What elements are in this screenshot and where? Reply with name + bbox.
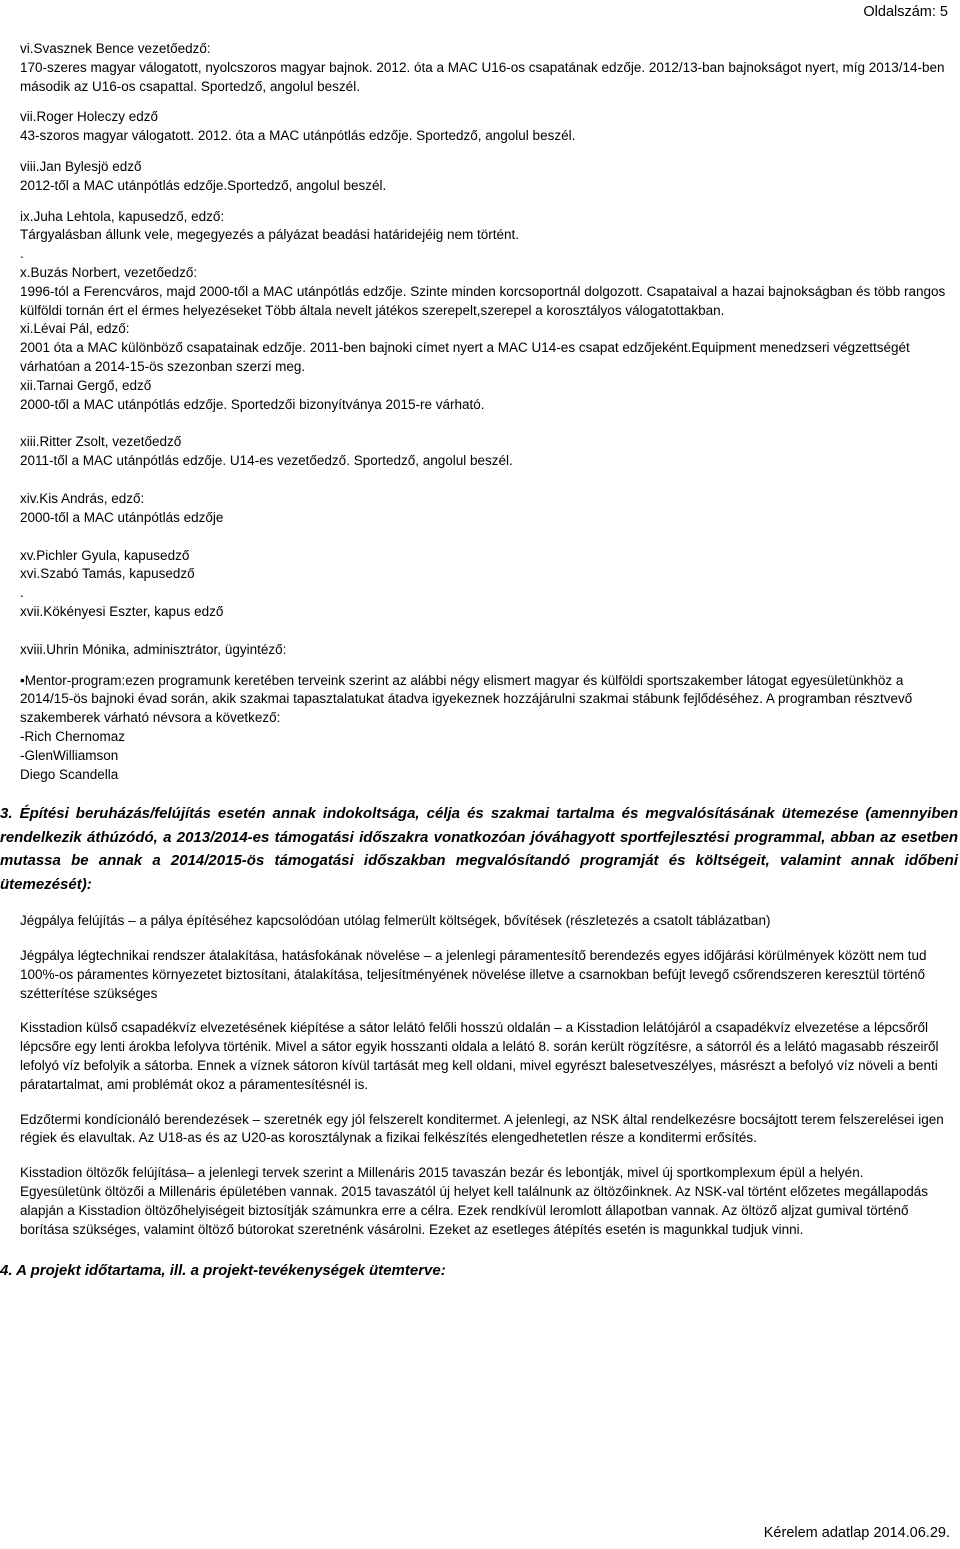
staff-xvi-title: xvi.Szabó Tamás, kapusedző [20,566,195,582]
section-3-paragraph: Jégpálya felújítás – a pálya építéséhez kapcsolódóan utólag felmerült költségek, bővítések (részletezés a csatolt táblázatban) [20,913,771,929]
staff-ix-text: Tárgyalásban állunk vele, megegyezés a pályázat beadási határidejéig nem történt. [20,227,520,243]
section-3-heading: 3. Építési beruházás/felújítás esetén annak indokoltsága, célja és szakmai tartalma és megvalósításának ütemezése (amennyiben rendelkezik áthúzódó, a 2013/2014-es támogatási időszakra vonatkozóan jóváhagyott sportfejlesztési programmal, abban az esetben mutassa be annak a 2014/2015-ös támogatási időszakban megvalósítandó programját és költségeit, valamint annak időbeni ütemezését): [0,805,958,893]
staff-xviii-title: xviii.Uhrin Mónika, adminisztrátor, ügyintéző: [20,641,287,657]
staff-xi-text: 2001 óta a MAC különböző csapatainak edzője. 2011-ben bajnoki címet nyert a MAC U14-es csapat edzőjeként.Equipment menedzseri végzettségét várhatóan a 2014-15-ös szezonban szerzi meg. [20,340,910,374]
staff-xiii-title: xiii.Ritter Zsolt, vezetőedző [20,434,182,450]
section-3-paragraph: Kisstadion külső csapadékvíz elvezetésének kiépítése a sátor lelátó felőli hosszú oldalán – a Kisstadion lelátójáról a csapadékvíz elvezetése a lépcsőről lépcsőre egy lenti árokba lefolyva történik. Mivel a sátor egyik hosszanti oldala a lelátó 8. során került rögzítésre, a sátorról és a lelátó magasabb részeiről lefolyó víz befolyik a sátorba. Ennek a víznek sátoron kívül tartását meg kell oldani, mivel egyrészt balesetveszélyes, másrészt a befolyó víz növeli a benti páratartalmat, ami problémát okoz a páramentesítésnél is. [20,1020,939,1092]
staff-xiv-title: xiv.Kis András, edző: [20,490,145,506]
section-3-paragraph: Edzőtermi kondícionáló berendezések – szeretnék egy jól felszerelt konditermet. A jelenlegi, az NSK által rendelkezésre bocsájtott terem felszerelései igen régiek és elavultak. Az U18-as és az U20-as korosztálynak a fizikai felkészítés elengedhetetlen része a konditermi erősítés. [20,1111,944,1146]
separator-dot: . [20,585,24,601]
staff-vi-title: vi.Svasznek Bence vezetőedző: [20,41,211,56]
staff-xi-title: xi.Lévai Pál, edző: [20,321,130,337]
staff-x-text: 1996-tól a Ferencváros, majd 2000-től a MAC utánpótlás edzője. Szinte minden korcsoportnál dolgozott. Csapataival a hazai bajnokságban és több rangos külföldi tornán ért el érmes helyezéseket Több általa nevelt játékos szerepelt,szerepel a korosztályos válogatottakban. [20,283,946,318]
page-number: Oldalszám: 5 [863,4,948,20]
document-body [0,40,958,1283]
staff-xv-title: xv.Pichler Gyula, kapusedző [20,547,190,563]
staff-xii-title: xii.Tarnai Gergő, edző [20,377,152,393]
footer-date: Kérelem adatlap 2014.06.29. [763,1525,950,1541]
staff-ix-title: ix.Juha Lehtola, kapusedző, edző: [20,208,225,224]
mentor-program-text: •Mentor-program:ezen programunk keretében terveink szerint az alábbi négy elismert magyar és külföldi sportszakember látogat egyesületünkhöz a 2014/15-ös bajnoki évad során, akik szakmai tapasztalatukat átadva igyekeznek hozzájárulni szakmai stábunk fejlődéséhez. A programban résztvevő szakemberek várható névsora a következő: [20,672,913,726]
section-4-heading: 4. A projekt időtartama, ill. a projekt-tevékenységek ütemterve: [0,1262,446,1280]
staff-viii-title: viii.Jan Bylesjö edző [20,158,142,174]
separator-dot: . [20,246,24,262]
mentor-name: Diego Scandella [20,766,119,782]
mentor-name-list [20,728,948,784]
staff-xiv-text: 2000-től a MAC utánpótlás edzője [20,509,224,525]
mentor-name: -GlenWilliamson [20,747,119,763]
staff-vii-title: vii.Roger Holeczy edző [20,109,159,125]
section-3-paragraph: Jégpálya légtechnikai rendszer átalakítása, hatásfokának növelése – a jelenlegi páramentesítő berendezés egyes időjárási körülmények között nem tud 100%-os páramentes környezetet biztosítani, átalakítása, teljesítményének növelése illetve a csarnokban befújt levegő csőrendszeren keresztül történő szétterítése szükséges [20,948,927,1001]
staff-x-title: x.Buzás Norbert, vezetőedző: [20,264,198,280]
staff-vi-text: 170-szeres magyar válogatott, nyolcszoros magyar bajnok. 2012. óta a MAC U16-os csapatának edzője. 2012/13-ban bajnokságot nyert, míg 2013/14-ben második az U16-os csapattal. Sportedző, angolul beszél. [20,59,945,94]
staff-xvii-title: xvii.Kökényesi Eszter, kapus edző [20,603,224,619]
staff-vii-text: 43-szoros magyar válogatott. 2012. óta a MAC utánpótlás edzője. Sportedző, angolul beszél. [20,128,576,144]
section-3-paragraph: Kisstadion öltözők felújítása– a jelenlegi tervek szerint a Millenáris 2015 tavaszán bezár és lebontják, mivel új sportkomplexum épül a helyén. Egyesületünk öltözői a Millenáris épületében vannak. 2015 tavaszától új helyet kell találnunk az öltözőinknek. Az NSK-val történt előzetes megállapodás alapján a Kisstadion öltözőhelyiségeit biztosítják számunkra erre a célra. Ezek rendkívül leromlott állapotban vannak. Az öltöző aljzat gumival történő borítása szükséges, valamint öltöző bútorokat szeretnénk vásárolni. Ezeket az esetleges átépítés esetén is magunkkal tudjuk vinni. [20,1165,929,1237]
staff-xiii-text: 2011-től a MAC utánpótlás edzője. U14-es vezetőedző. Sportedző, angolul beszél. [20,453,513,469]
staff-viii-text: 2012-től a MAC utánpótlás edzője.Sportedző, angolul beszél. [20,177,387,193]
staff-xii-text: 2000-től a MAC utánpótlás edzője. Sportedzői bizonyítványa 2015-re várható. [20,396,485,412]
mentor-name: -Rich Chernomaz [20,728,126,744]
